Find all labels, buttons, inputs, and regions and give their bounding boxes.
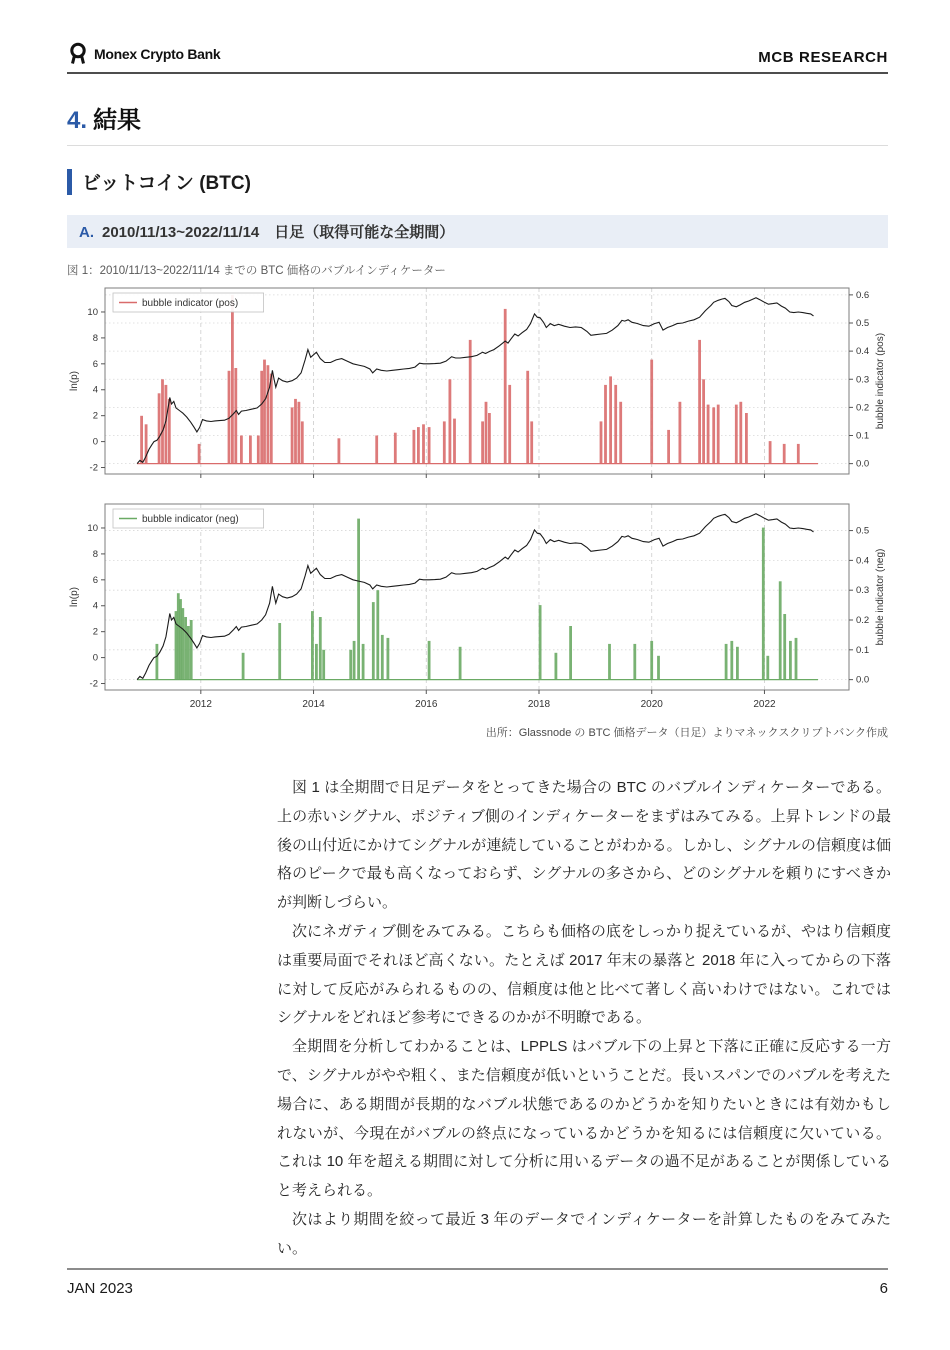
svg-text:8: 8	[92, 548, 98, 560]
svg-text:2: 2	[92, 626, 98, 638]
svg-text:6: 6	[92, 574, 98, 586]
section-accent-bar	[67, 169, 72, 195]
figure-source: 出所：Glassnode の BTC 価格データ（日足）よりマネックスクリプトバンク作成	[485, 727, 888, 739]
research-label: MCB RESEARCH	[758, 49, 888, 66]
svg-text:2014: 2014	[302, 699, 325, 710]
brand	[67, 42, 220, 66]
svg-text:0: 0	[92, 436, 98, 448]
footer-divider	[67, 1268, 888, 1270]
svg-text:2022: 2022	[753, 699, 776, 710]
page-title	[67, 100, 888, 135]
svg-text:2016: 2016	[415, 699, 438, 710]
page-footer	[67, 1268, 888, 1297]
footer-date: JAN 2023	[67, 1280, 133, 1297]
title-number: 4.	[67, 107, 88, 134]
svg-text:0.3: 0.3	[856, 374, 870, 386]
svg-text:8: 8	[92, 332, 98, 344]
title-divider	[67, 145, 888, 146]
section-title: ビットコイン (BTC)	[82, 173, 251, 194]
svg-text:bubble indicator (neg): bubble indicator (neg)	[142, 514, 239, 525]
svg-text:-2: -2	[89, 678, 98, 690]
svg-text:10: 10	[87, 306, 98, 318]
svg-text:0: 0	[92, 652, 98, 664]
svg-text:4: 4	[92, 600, 98, 612]
page-header	[67, 42, 888, 66]
svg-text:10: 10	[87, 522, 98, 534]
svg-text:bubble indicator (pos): bubble indicator (pos)	[142, 298, 239, 309]
svg-text:0.1: 0.1	[856, 644, 870, 656]
subsection-heading	[67, 215, 888, 248]
bubble-indicator-pos-chart	[67, 282, 889, 482]
svg-text:bubble indicator (neg): bubble indicator (neg)	[875, 548, 886, 646]
svg-text:0.6: 0.6	[856, 289, 870, 301]
svg-text:0.1: 0.1	[856, 430, 870, 442]
svg-text:2012: 2012	[189, 699, 212, 710]
svg-text:0.3: 0.3	[856, 585, 870, 597]
svg-text:0.5: 0.5	[856, 317, 870, 329]
svg-text:ln(p): ln(p)	[69, 370, 80, 392]
svg-text:2020: 2020	[640, 699, 663, 710]
svg-text:0.2: 0.2	[856, 402, 870, 414]
svg-text:0.4: 0.4	[856, 555, 870, 567]
figure-1	[67, 282, 888, 740]
bubble-indicator-neg-chart	[67, 498, 889, 720]
paragraph-2: 次にネガティブ側をみてみる。こちらも価格の底をしっかり捉えているが、やはり信頼度は重要局面でそれほど高くない。たとえば 2017 年末の暴落と 2018 年に入ってからの下落に対して反応がみられるものの、信頼度は他と比べて著しく高いわけではない。これではシグナルをどれほど参考にできるのかが不明瞭である。	[277, 922, 891, 1027]
subsection-label: 2010/11/13~2022/11/14 日足（取得可能な全期間）	[102, 224, 455, 241]
paragraph-1: 図 1 は全期間で日足データをとってきた場合の BTC のバブルインディケーターである。上の赤いシグナル、ポジティブ側のインディケーターをまずはみてみる。上昇トレンドの最後の山付近にかけてシグナルが連続していることがわかる。しかし、シグナルの信頼度は価格のピークで最も高くなっておらず、シグナルの多さから、どのシグナルを頼りにすべきかが判断しづらい。	[277, 779, 891, 912]
svg-text:0.2: 0.2	[856, 615, 870, 627]
svg-text:4: 4	[92, 384, 98, 396]
svg-text:2018: 2018	[527, 699, 551, 710]
title-text: 結果	[93, 107, 142, 134]
brand-name: Monex Crypto Bank	[94, 46, 221, 62]
svg-text:0.0: 0.0	[856, 458, 870, 470]
footer-page-number: 6	[879, 1280, 888, 1297]
section-heading	[67, 168, 888, 195]
monex-logo-icon	[67, 42, 89, 66]
header-divider	[67, 72, 888, 74]
subsection-prefix: A.	[79, 224, 94, 241]
svg-text:-2: -2	[89, 462, 98, 474]
svg-text:0.4: 0.4	[856, 346, 870, 358]
svg-text:6: 6	[92, 358, 98, 370]
body-text	[277, 774, 891, 1264]
svg-text:2: 2	[92, 410, 98, 422]
figure-caption: 図 1：2010/11/13~2022/11/14 までの BTC 価格のバブルインディケーター	[67, 265, 446, 277]
svg-text:ln(p): ln(p)	[69, 586, 80, 608]
paragraph-3: 全期間を分析してわかることは、LPPLS はバブル下の上昇と下落に正確に反応する一方で、シグナルがやや粗く、また信頼度が低いということだ。長いスパンでのバブルを考えた場合に、ある期間が長期的なバブル状態であるのかどうかを知りたいときには有効かもしれないが、今現在がバブルの終点になっているかどうかを知るには信頼度に欠いている。これは 10 年を超える期間に対して分析に用いるデータの過不足があることが関係していると考えられる。	[277, 1038, 891, 1200]
svg-text:0.0: 0.0	[856, 674, 870, 686]
svg-text:bubble indicator (pos): bubble indicator (pos)	[875, 332, 886, 430]
paragraph-4: 次はより期間を絞って最近 3 年のデータでインディケーターを計算したものをみてみたい。	[277, 1210, 891, 1257]
svg-text:0.5: 0.5	[856, 525, 870, 537]
